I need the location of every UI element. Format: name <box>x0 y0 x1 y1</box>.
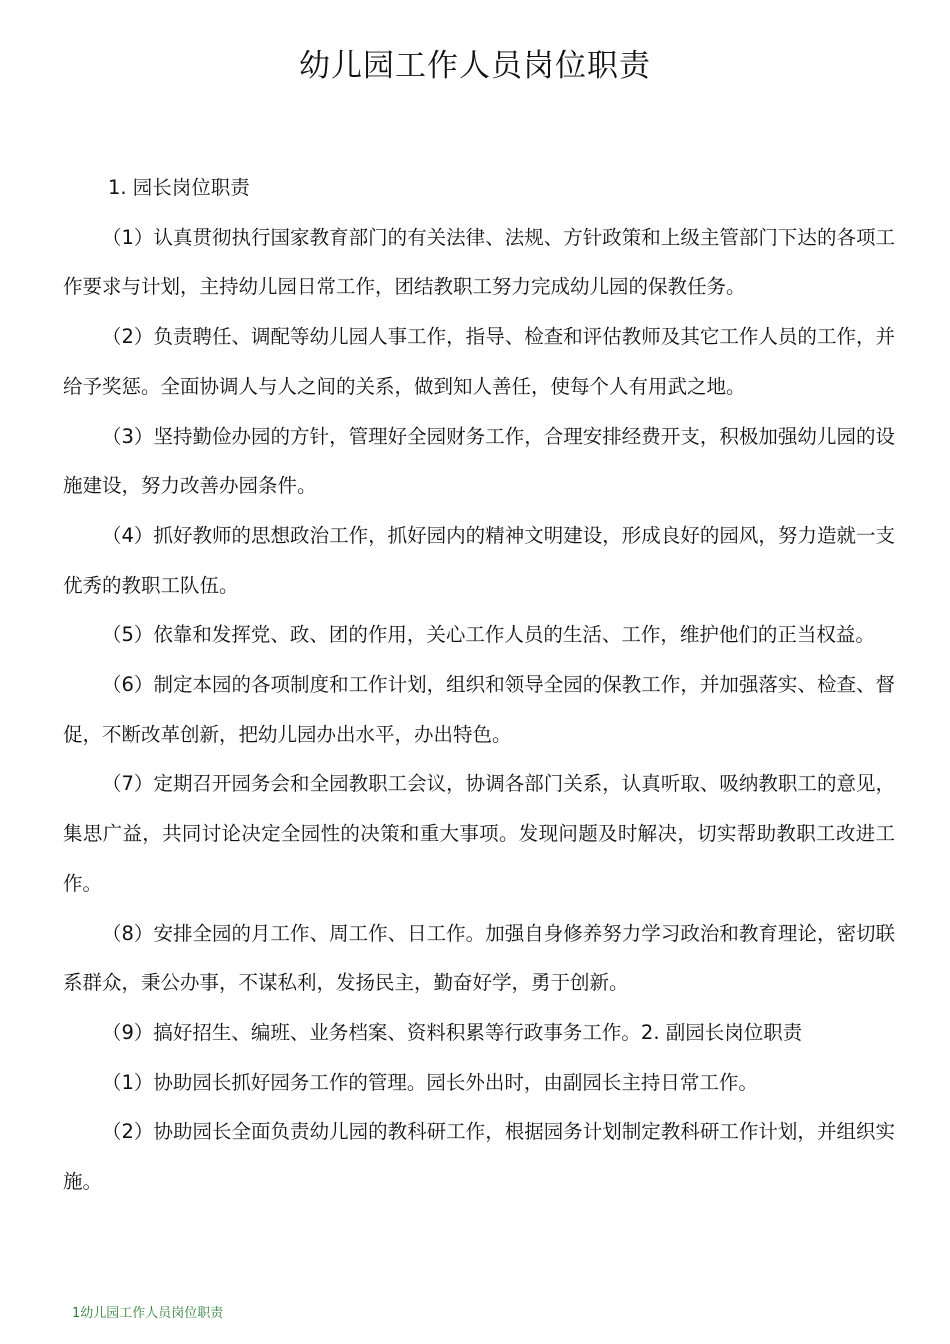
duty-item: （8）安排全园的月工作、周工作、日工作。加强自身修养努力学习政治和教育理论，密切联系群众，秉公办事，不谋私利，发扬民主，勤奋好学，勇于创新。 <box>63 921 895 995</box>
duty-item: （2）协助园长全面负责幼儿园的教科研工作，根据园务计划制定教科研工作计划，并组织实施。 <box>63 1120 895 1194</box>
duty-item: （1）协助园长抓好园务工作的管理。园长外出时，由副园长主持日常工作。 <box>102 1070 758 1094</box>
duty-item: （3）坚持勤俭办园的方针，管理好全园财务工作，合理安排经费开支，积极加强幼儿园的设施建设，努力改善办园条件。 <box>63 424 895 498</box>
duty-item: （1）认真贯彻执行国家教育部门的有关法律、法规、方针政策和上级主管部门下达的各项工作要求与计划，主持幼儿园日常工作，团结教职工努力完成幼儿园的保教任务。 <box>63 225 895 299</box>
duty-item: （9）搞好招生、编班、业务档案、资料积累等行政事务工作。2. 副园长岗位职责 <box>102 1020 803 1044</box>
duty-item: （4）抓好教师的思想政治工作，抓好园内的精神文明建设，形成良好的园风，努力造就一支优秀的教职工队伍。 <box>63 523 895 597</box>
page-footer: 1幼儿园工作人员岗位职责 <box>72 1306 224 1321</box>
section-heading-principal: 1. 园长岗位职责 <box>108 176 250 199</box>
duty-item: （5）依靠和发挥党、政、团的作用，关心工作人员的生活、工作，维护他们的正当权益。 <box>102 623 875 647</box>
duty-item: （7）定期召开园务会和全园教职工会议，协调各部门关系，认真听取、吸纳教职工的意见，集思广益，共同讨论决定全园性的决策和重大事项。发现问题及时解决，切实帮助教职工改进工作。 <box>63 772 895 895</box>
page-title: 幼儿园工作人员岗位职责 <box>299 48 651 84</box>
duty-item: （2）负责聘任、调配等幼儿园人事工作，指导、检查和评估教师及其它工作人员的工作，并给予奖惩。全面协调人与人之间的关系，做到知人善任，使每个人有用武之地。 <box>63 325 895 398</box>
document-body <box>63 163 895 1207</box>
duty-item: （6）制定本园的各项制度和工作计划，组织和领导全园的保教工作，并加强落实、检查、督促，不断改革创新，把幼儿园办出水平，办出特色。 <box>63 673 895 746</box>
